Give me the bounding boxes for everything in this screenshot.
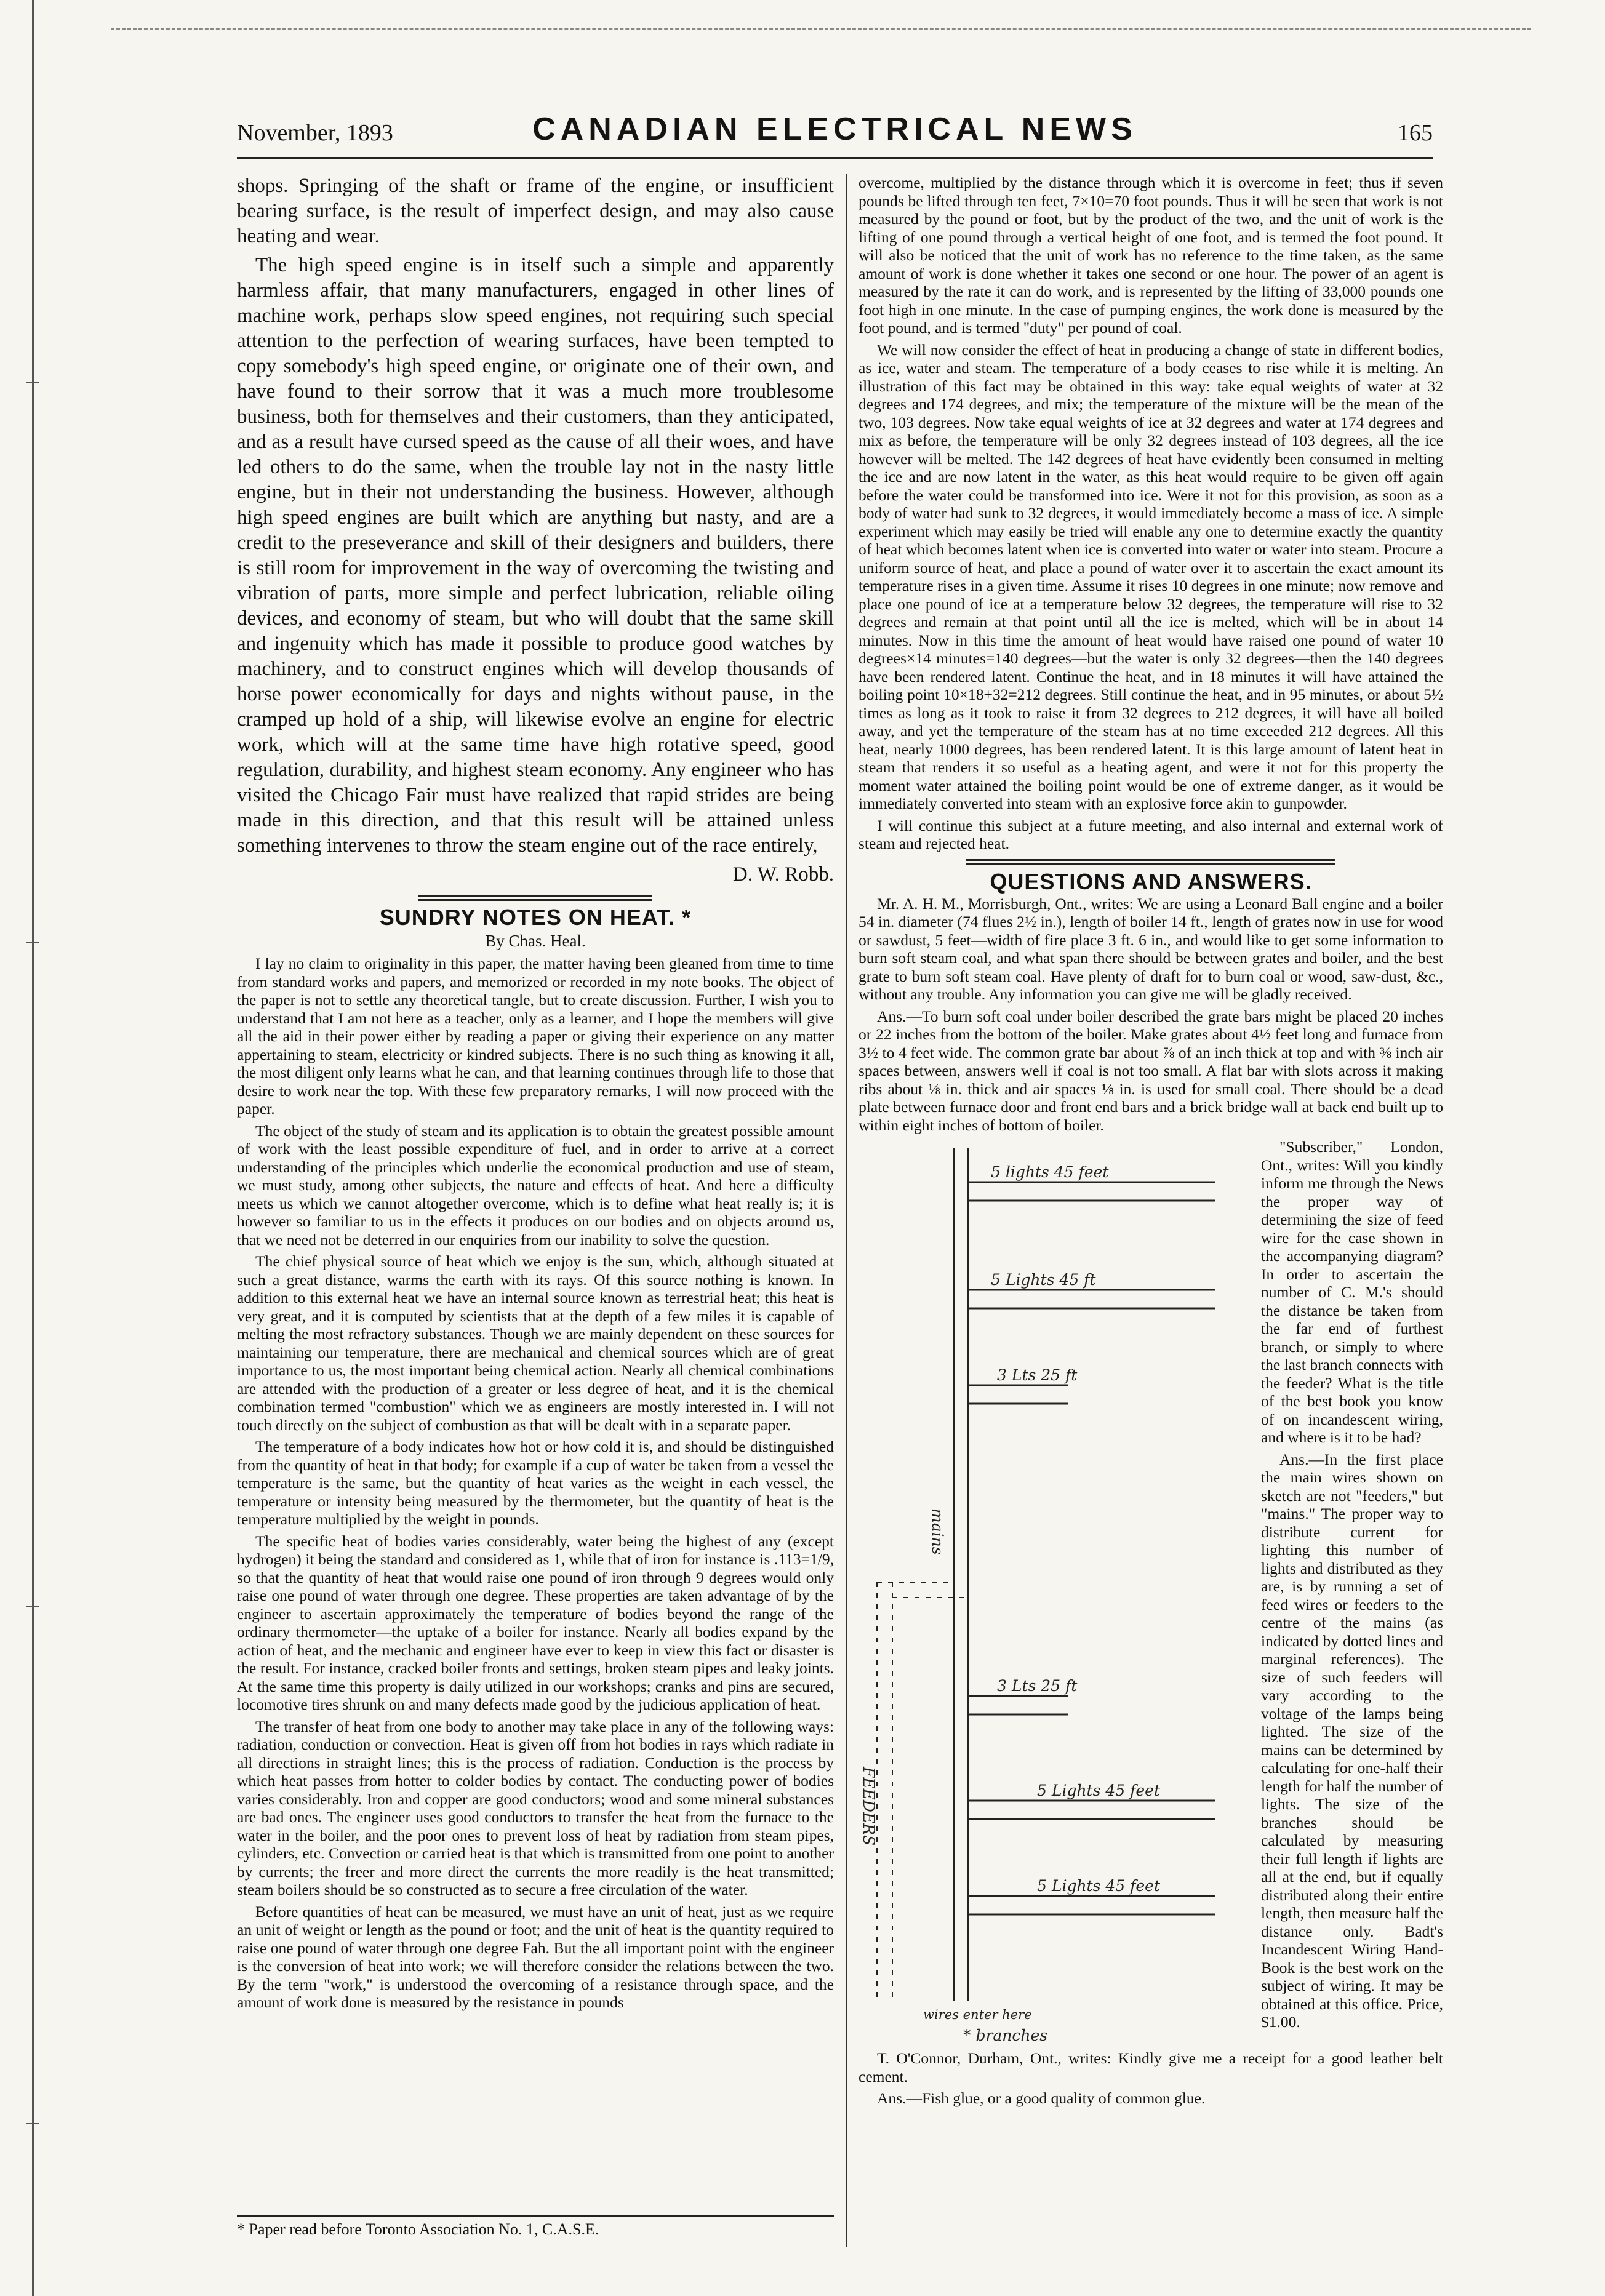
article-heading: SUNDRY NOTES ON HEAT. * [379, 905, 692, 930]
question: Mr. A. H. M., Morrisburgh, Ont., writes: We are using a Leonard Ball engine and a boiler 54 in. diameter (74 flues 2½ in.), length of boiler 14 ft., length of grates now in use for wood or sawdust, 5 feet—width of fire place 3 ft. 6 in., and would like to get some information to burn soft steam coal, and what span there should be between grates and boiler, and the best grate to burn soft steam coal. Have plenty of draft for to burn coal or wood, saw-dust, &c., without any trouble. Any information you can give me will be gladly received. [859, 894, 1443, 1003]
branch-label: 5 Lights 45 feet [1037, 1782, 1161, 1799]
right-column [859, 174, 1443, 2278]
paragraph: Before quantities of heat can be measured, we must have an unit of heat, just as we require an unit of weight or length as the pound or foot; and the unit of heat is the quantity required to raise one pound of water through one degree Fah. But the all important point with the engineer is the conversion of heat into work; we will therefore consider the relations between the two. By the term "work," is understood the overcoming of a resistance through space, and the amount of work done is measured by the resistance in pounds [237, 1902, 834, 2011]
issue-date: November, 1893 [237, 120, 393, 146]
branch-label: 3 Lts 25 ft [997, 1366, 1078, 1384]
feeders-label: FEEDERS [860, 1767, 878, 1846]
paragraph: overcome, multiplied by the distance through which it is overcome in feet; thus if seven pounds be lifted through ten feet, 7×10=70 foot pounds. Thus it will be seen that work is not measured by the pound or foot, but by the product of the two, and the unit of work is the lifting of one pound through a vertical height of one foot, and is termed the foot pound. It will also be noticed that the unit of work has no reference to the time taken, as the same amount of work is done whether it takes one second or one hour. The power of an agent is measured by the rate it can do work, and is represented by the lifting of 33,000 pounds one foot high in one minute. In the case of pumping engines, the work done is measured by the foot pound, and is termed "duty" per pound of coal. [859, 174, 1443, 337]
masthead: CANADIAN ELECTRICAL NEWS [532, 111, 1137, 147]
paragraph: shops. Springing of the shaft or frame of the engine, or insufficient bearing surface, is the result of imperfect design, and may also cause heating and wear. [237, 175, 834, 247]
binding-tick [26, 942, 39, 943]
byline: By Chas. Heal. [485, 932, 586, 950]
binding-tick [26, 1606, 39, 1607]
author-signature: D. W. Robb. [732, 863, 834, 886]
branch-label: 5 Lights 45 ft [991, 1271, 1096, 1289]
paragraph: The transfer of heat from one body to another may take place in any of the following ways: radiation, conduction or convection. Heat is given off from hot bodies in rays which radiate in all directions in straight lines; this is the process of radiation. Conduction is the process by which heat passes from hotter to colder bodies by contact. The conducting power of bodies varies considerably. Iron and copper are good conductors; wood and some mineral substances are bad ones. The engineer uses good conductors to transfer the heat from the furnace to the water in the boiler, and the poor ones to prevent loss of heat by radiation from steam pipes, cylinders, etc. Convection or carried heat is that which is transmitted from one point to another by currents; the freer and more direct the currents the more readily is the heat transmitted; steam boilers should be so constructed as to secure a free circulation of the water. [237, 1717, 834, 1898]
question: "Subscriber," London, Ont., writes: Will you kindly inform me through the News the proper way of determining the size of feed wire for the case shown in the accompanying diagram? In order to ascertain the number of C. M.'s should the distance be taken from the far end of furthest branch, or simply to where the last branch connects with the feeder? What is the title of the best book you know of on incandescent wiring, and where is it to be had? [1261, 1138, 1443, 1446]
wires-note: wires enter here [923, 2007, 1032, 2022]
footnote: * Paper read before Toronto Association No. 1, C.A.S.E. [237, 2215, 834, 2239]
page-header [237, 111, 1433, 151]
question: T. O'Connor, Durham, Ont., writes: Kindly give me a receipt for a good leather belt cement. [859, 2049, 1443, 2086]
answer: Ans.—To burn soft coal under boiler described the grate bars might be placed 20 inches or 22 inches from the bottom of the boiler. Make grates about 4½ feet long and furnace from 3½ to 4 feet wide. The common grate bar about ⅞ of an inch thick at top and with ⅜ inch air spaces between, answers well if coal is not too small. A flat bar with slots across it making ribs about ⅛ in. thick and air spaces ⅛ in. is used for small coal. There should be a dead plate between furnace door and front end bars and a brick bridge wall at back end built up to within eight inches of bottom of boiler. [859, 1007, 1443, 1134]
section-heading: QUESTIONS AND ANSWERS. [990, 868, 1312, 894]
paragraph: The high speed engine is in itself such a simple and apparently harmless affair, that many manufacturers, engaged in other lines of machine work, perhaps slow speed engines, not requiring such special attention to the perfection of wearing surfaces, have been tempted to copy somebody's high speed engine, or originate one of their own, and have found to their sorrow that it was a much more troublesome business, both for themselves and their customers, than they anticipated, and as a result have cursed speed as the cause of all their woes, and have led others to do the same, when the trouble lay not in the nasty little engine, but in their not understanding the business. However, although high speed engines are built which are anything but nasty, and are a credit to the preseverance and skill of their designers and builders, there is still room for improvement in the way of overcoming the twisting and vibration of parts, more simple and perfect lubrication, reliable oiling devices, and economy of steam, but who will doubt that the same skill and ingenuity which has made it possible to produce good watches by machinery, and to construct engines which will develop thousands of horse power economically for days and nights without pause, in the cramped up hold of a ship, will likewise evolve an engine for electric work, which will at the same time have high rotative speed, good regulation, durability, and highest steam economy. Any engineer who has visited the Chicago Fair must have realized that rapid strides are being made in this direction, and that this result will be attained unless something intervenes to throw the steam engine out of the race entirely, [237, 254, 834, 857]
mains-label: mains [929, 1508, 947, 1555]
branches-note: * branches [963, 2026, 1048, 2044]
binding-tick [26, 382, 39, 383]
section-divider [966, 859, 1335, 865]
page-number: 165 [1398, 120, 1433, 146]
binding-margin-line [32, 0, 34, 2296]
answer: Ans.—Fish glue, or a good quality of common glue. [877, 2089, 1206, 2107]
branch-label: 5 Lights 45 feet [1037, 1877, 1161, 1895]
paragraph: We will now consider the effect of heat in producing a change of state in different bodies, as ice, water and steam. The temperature of a body ceases to rise while it is melting. An illustration of this fact may be obtained in this way: take equal weights of water at 32 degrees and 174 degrees, and mix; the temperature of the mixture will be the mean of the two, 103 degrees. Now take equal weights of ice at 32 degrees and water at 174 degrees and mix as before, the temperature will be only 32 degrees instead of 103 degrees, all the ice however will be melted. The 142 degrees of heat have evidently been consumed in melting the ice and are now latent in the water, as this heat would require to be given off again before the water could be transformed into ice. Were it not for this provision, as soon as a body of water had sunk to 32 degrees, it would immediately become a mass of ice. A simple experiment which may easily be tried will enable any one to determine exactly the quantity of heat which becomes latent when ice is converted into water or water into steam. Procure a uniform source of heat, and place a pound of water over it to ascertain the exact amount its temperature rises in a given time. Assume it rises 10 degrees in one minute; now remove and place one pound of ice at a temperature below 32 degrees, the temperature will rise to 32 degrees and remain at that point until all the ice is melted, which will be in about 14 minutes. Now in this time the amount of heat would have raised one pound of water 10 degrees×14 minutes=140 degrees—but the water is only 32 degrees—then the 140 degrees have been rendered latent. Continue the heat, and in 18 minutes it will have attained the boiling point 10×18+32=212 degrees. Still continue the heat, and in 95 minutes, or about 5½ times as long as it took to raise it from 32 degrees to 212 degrees, it will have all boiled away, and yet the temperature of the steam has at no time exceeded 212 degrees. All this heat, nearly 1000 degrees, has been rendered latent. It is this large amount of latent heat in steam that renders it so useful as a heating agent, and were it not for this property the moment water attained the boiling point would be one of extreme danger, as it would be immediately converted into steam with an explosive force akin to gunpowder. [859, 340, 1443, 812]
paragraph: The temperature of a body indicates how hot or how cold it is, and should be distinguished from the quantity of heat in that body; for example if a cup of water be taken from a vessel the temperature is the same, but the quantity of heat varies as the weight in each vessel, the temperature or intensity being measured by the thermometer, but the quantity of heat is the temperature multiplied by the weight in pounds. [237, 1438, 834, 1528]
wiring-diagram-svg [859, 1139, 1252, 2047]
paragraph: I will continue this subject at a future meeting, and also internal and external work of steam and rejected heat. [859, 816, 1443, 852]
paragraph: I lay no claim to originality in this paper, the matter having been gleaned from time to time from standard works and papers, and memorized or recorded in my note books. The object of the paper is not to settle any theoretical tangle, but to create discussion. Further, I wish you to understand that I am not here as a teacher, only as a learner, and I hope the members will give all the aid in their power either by reading a paper or giving their experience on any matter appertaining to steam, electricity or kindred subjects. There is no such thing as knowing it all, the most diligent only learns what he can, and that learning continues through life to those that desire to work near the top. With these few preparatory remarks, I will now proceed with the paper. [237, 954, 834, 1118]
branch-label: 5 lights 45 feet [991, 1163, 1109, 1181]
wiring-diagram [859, 1139, 1252, 2047]
branch-label: 3 Lts 25 ft [997, 1677, 1078, 1695]
section-divider [418, 895, 652, 901]
paragraph: The chief physical source of heat which we enjoy is the sun, which, although situated at such a great distance, warms the earth with its rays. Of this source nothing is known. In addition to this external heat we have an internal source known as terrestrial heat; this heat is very great, and it is computed by scientists that at the depth of a few miles it is capable of melting the most refractory substances. Though we are mainly dependent on these sources for maintaining our temperature, there are mechanical and chemical sources which are of great importance to us, the most important being chemical action. Nearly all chemical combinations are attended with the production of a greater or less degree of heat, and it is the chemical combination termed "combustion" which we as engineers are mostly interested in. I will not touch directly on the subject of combustion as that will be dealt with in a separate paper. [237, 1252, 834, 1434]
header-rule [237, 157, 1433, 159]
left-column [237, 174, 834, 2247]
answer: Ans.—In the first place the main wires shown on sketch are not "feeders," but "mains." The proper way to distribute current for lighting this number of lights and distributed as they are, is by running a set of feed wires or feeders to the centre of the mains (as indicated by dotted lines and marginal references). The size of such feeders will vary according to the voltage of the lamps being lighted. The size of the mains can be determined by calculating for one-half their length for half the number of lights. The size of the branches should be calculated by measuring their full length if lights are all at the end, but if equally distributed along their entire length, then measure half the distance only. Badt's Incandescent Wiring Hand-Book is the best work on the subject of wiring. It may be obtained at this office. Price, $1.00. [1261, 1450, 1443, 2031]
paragraph: The specific heat of bodies varies considerably, water being the highest of any (except hydrogen) it being the standard and considered as 1, while that of iron for instance is .113=1/9, so that the quantity of heat that would raise one pound of iron through 9 degrees would only raise one pound of water through one degree. These properties are taken advantage of by the engineer to ascertain approximately the temperature of bodies beyond the range of the ordinary thermometer—the uptake of a boiler for instance. Nearly all bodies expand by the action of heat, and the mechanic and engineer have ever to keep in view this fact or disaster is the result. For instance, cracked boiler fronts and settings, broken steam pipes and leaky joints. At the same time this property is daily utilized in our workshops; cranks and pins are secured, locomotive tires shrunk on and many defects made good by the judicious application of heat. [237, 1532, 834, 1713]
top-cut-line [111, 28, 1531, 30]
column-separator [846, 174, 847, 2247]
paragraph: The object of the study of steam and its application is to obtain the greatest possible amount of work with the least possible expenditure of fuel, and in order to arrive at a correct understanding of the principles which underlie the economical production and use of steam, we must study, among other subjects, the nature and effects of heat. And here a difficulty meets us which we cannot altogether overcome, which is to define what heat really is; it is however so familiar to us in the effects it produces on our bodies and on objects around us, that we need not be deterred in our enquiries from our inability to solve the question. [237, 1121, 834, 1249]
binding-tick [26, 2123, 39, 2124]
